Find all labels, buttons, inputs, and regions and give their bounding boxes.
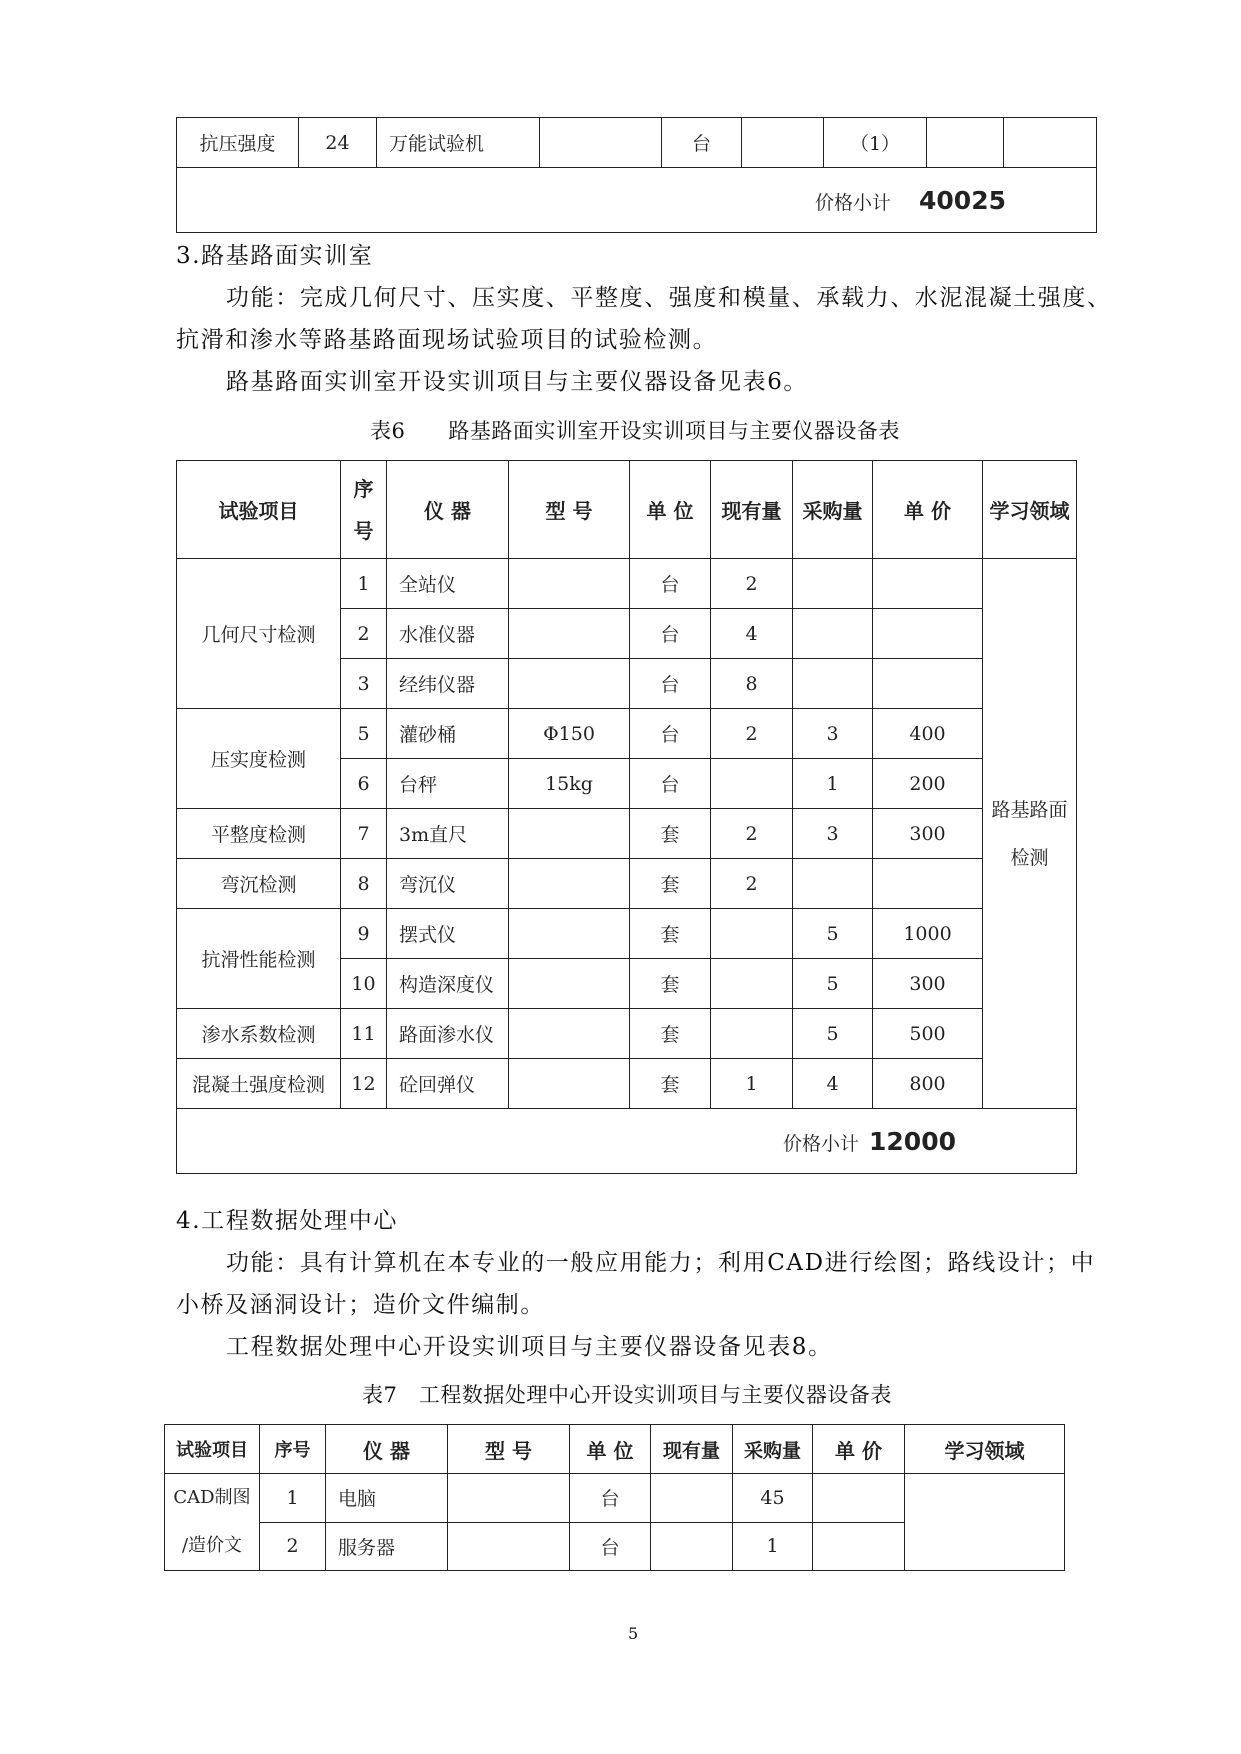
cell-have: [711, 1009, 793, 1059]
cell-instrument: 构造深度仪: [387, 959, 509, 1009]
cell-instrument: 砼回弹仪: [387, 1059, 509, 1109]
cell-buy: [793, 609, 873, 659]
group-permeability: 渗水系数检测: [177, 1009, 341, 1059]
cell-price: 800: [873, 1059, 983, 1109]
cell-buy: 5: [793, 1009, 873, 1059]
cell-model: [509, 1059, 630, 1109]
cell-model: [509, 859, 630, 909]
cell-price: [873, 859, 983, 909]
cell-instrument: 经纬仪器: [387, 659, 509, 709]
header-unit: 单 位: [570, 1425, 651, 1474]
cell-have: [711, 759, 793, 809]
cell-unit: 台: [630, 559, 711, 609]
cell-have: [742, 118, 824, 168]
table-row: [177, 709, 1077, 759]
cell-unit: 台: [570, 1522, 651, 1571]
cell-model: [509, 809, 630, 859]
subtotal-value: 12000: [869, 1126, 956, 1156]
cell-price: [813, 1522, 905, 1571]
section3-reference: 路基路面实训室开设实训项目与主要仪器设备见表6。: [226, 369, 809, 395]
cell-instrument: 全站仪: [387, 559, 509, 609]
domain-cell: [983, 559, 1077, 1109]
cell-no: 10: [341, 959, 387, 1009]
cell-price: 400: [873, 709, 983, 759]
group-geometry: 几何尺寸检测: [177, 559, 341, 709]
cell-model: [540, 118, 662, 168]
header-buy: 采购量: [733, 1425, 813, 1474]
cell-buy: 3: [793, 709, 873, 759]
cell-buy: 1: [733, 1522, 813, 1571]
header-have: 现有量: [711, 461, 793, 559]
subtotal-row: [177, 1109, 1077, 1174]
subtotal-label: 价格小计: [815, 191, 892, 214]
group-deflection: 弯沉检测: [177, 859, 341, 909]
cell-have: [711, 959, 793, 1009]
cell-model: [509, 959, 630, 1009]
table7-header-row: [165, 1425, 1065, 1474]
section4-heading: 4.工程数据处理中心: [176, 1208, 398, 1234]
cell-model: [509, 909, 630, 959]
group-cad-line2: /造价文: [181, 1535, 243, 1556]
table-row: [177, 1059, 1077, 1109]
group-skid-resistance: 抗滑性能检测: [177, 909, 341, 1009]
cell-model: [509, 559, 630, 609]
cell-price: 200: [873, 759, 983, 809]
cell-unit: 套: [630, 1009, 711, 1059]
section4-reference: 工程数据处理中心开设实训项目与主要仪器设备见表8。: [226, 1334, 833, 1360]
cell-unit: 台: [630, 759, 711, 809]
table7: [164, 1424, 1065, 1571]
subtotal-label: 价格小计: [783, 1132, 860, 1155]
cell-model: [448, 1474, 570, 1523]
table6-header-row: [177, 461, 1077, 559]
section4-function-line2: 小桥及涵洞设计；造价文件编制。: [176, 1292, 545, 1318]
cell-unit: 套: [630, 909, 711, 959]
cell-instrument: 灌砂桶: [387, 709, 509, 759]
table7-caption: 表7 工程数据处理中心开设实训项目与主要仪器设备表: [362, 1383, 892, 1407]
section3-heading: 3.路基路面实训室: [176, 243, 374, 269]
subtotal-cell: [177, 168, 1097, 233]
header-unit: 单 位: [630, 461, 711, 559]
cell-have: 2: [711, 809, 793, 859]
cell-no: 7: [341, 809, 387, 859]
cell-no: 2: [341, 609, 387, 659]
cell-instrument: 摆式仪: [387, 909, 509, 959]
cell-no: 24: [299, 118, 377, 168]
table-row: [177, 909, 1077, 959]
header-price: 单 价: [873, 461, 983, 559]
header-buy: 采购量: [793, 461, 873, 559]
cell-buy: 1: [793, 759, 873, 809]
table-row: [177, 118, 1097, 168]
group-cad: [165, 1474, 260, 1571]
header-have: 现有量: [651, 1425, 733, 1474]
cell-unit: 台: [630, 709, 711, 759]
header-instrument: 仪 器: [387, 461, 509, 559]
group-cad-line1: CAD制图: [173, 1487, 251, 1508]
cell-unit: 套: [630, 1059, 711, 1109]
table-row: [177, 859, 1077, 909]
cell-price: [927, 118, 1004, 168]
cell-model: Φ150: [509, 709, 630, 759]
domain-cell: [905, 1474, 1065, 1571]
header-test-item: 试验项目: [177, 461, 341, 559]
cell-buy: [793, 559, 873, 609]
cell-have: 4: [711, 609, 793, 659]
cell-unit: 台: [630, 609, 711, 659]
cell-instrument: 万能试验机: [377, 118, 540, 168]
table-top-fragment: [176, 117, 1097, 233]
cell-model: [448, 1522, 570, 1571]
cell-model: [509, 1009, 630, 1059]
cell-no: 5: [341, 709, 387, 759]
cell-price: 300: [873, 809, 983, 859]
subtotal-cell: [177, 1109, 1077, 1174]
cell-instrument: 3m直尺: [387, 809, 509, 859]
group-compaction: 压实度检测: [177, 709, 341, 809]
cell-price: 300: [873, 959, 983, 1009]
header-model: 型 号: [509, 461, 630, 559]
cell-price: [873, 609, 983, 659]
cell-buy: （1）: [824, 118, 927, 168]
cell-have: [651, 1522, 733, 1571]
cell-buy: 5: [793, 909, 873, 959]
cell-unit: 套: [630, 959, 711, 1009]
cell-price: 500: [873, 1009, 983, 1059]
header-no: 序号: [341, 461, 387, 559]
cell-instrument: 服务器: [326, 1522, 448, 1571]
cell-instrument: 路面渗水仪: [387, 1009, 509, 1059]
table6: [176, 460, 1077, 1174]
cell-buy: 4: [793, 1059, 873, 1109]
header-domain: 学习领域: [983, 461, 1077, 559]
group-concrete-strength: 混凝土强度检测: [177, 1059, 341, 1109]
table-row: [177, 809, 1077, 859]
subtotal-value: 40025: [919, 185, 1006, 215]
cell-instrument: 水准仪器: [387, 609, 509, 659]
cell-no: 3: [341, 659, 387, 709]
section4-function-line1: 功能：具有计算机在本专业的一般应用能力；利用CAD进行绘图；路线设计；中: [226, 1250, 1096, 1276]
cell-model: [509, 609, 630, 659]
table6-caption: 表6 路基路面实训室开设实训项目与主要仪器设备表: [370, 419, 900, 443]
cell-buy: 45: [733, 1474, 813, 1523]
cell-instrument: 电脑: [326, 1474, 448, 1523]
header-test-item: 试验项目: [165, 1425, 260, 1474]
cell-have: 2: [711, 559, 793, 609]
cell-unit: 台: [662, 118, 742, 168]
header-no: 序号: [260, 1425, 326, 1474]
cell-have: [711, 909, 793, 959]
cell-no: 11: [341, 1009, 387, 1059]
cell-price: [813, 1474, 905, 1523]
cell-buy: [793, 859, 873, 909]
cell-have: 2: [711, 709, 793, 759]
cell-no: 12: [341, 1059, 387, 1109]
subtotal-row: [177, 168, 1097, 233]
cell-unit: 台: [630, 659, 711, 709]
cell-price: [873, 659, 983, 709]
cell-unit: 套: [630, 809, 711, 859]
section3-function-line1: 功能：完成几何尺寸、压实度、平整度、强度和模量、承载力、水泥混凝土强度、: [226, 285, 1112, 311]
cell-buy: 5: [793, 959, 873, 1009]
cell-no: 8: [341, 859, 387, 909]
section3-function-line2: 抗滑和渗水等路基路面现场试验项目的试验检测。: [176, 327, 718, 353]
cell-no: 6: [341, 759, 387, 809]
cell-model: [509, 659, 630, 709]
cell-no: 2: [260, 1522, 326, 1571]
table-row: [165, 1474, 1065, 1523]
cell-no: 1: [260, 1474, 326, 1523]
cell-have: 2: [711, 859, 793, 909]
cell-model: 15kg: [509, 759, 630, 809]
cell-have: [651, 1474, 733, 1523]
cell-instrument: 台秤: [387, 759, 509, 809]
cell-have: 8: [711, 659, 793, 709]
cell-instrument: 弯沉仪: [387, 859, 509, 909]
header-price: 单 价: [813, 1425, 905, 1474]
header-domain: 学习领域: [905, 1425, 1065, 1474]
header-instrument: 仪 器: [326, 1425, 448, 1474]
cell-no: 9: [341, 909, 387, 959]
cell-test-item: 抗压强度: [177, 118, 299, 168]
cell-domain: [1004, 118, 1097, 168]
group-flatness: 平整度检测: [177, 809, 341, 859]
page-number: 5: [628, 1624, 639, 1643]
cell-price: [873, 559, 983, 609]
cell-unit: 套: [630, 859, 711, 909]
cell-price: 1000: [873, 909, 983, 959]
header-model: 型 号: [448, 1425, 570, 1474]
cell-no: 1: [341, 559, 387, 609]
table-row: [177, 1009, 1077, 1059]
cell-unit: 台: [570, 1474, 651, 1523]
table-row: [177, 559, 1077, 609]
cell-buy: 3: [793, 809, 873, 859]
domain-text: 路基路面检测: [991, 798, 1068, 869]
cell-buy: [793, 659, 873, 709]
cell-have: 1: [711, 1059, 793, 1109]
